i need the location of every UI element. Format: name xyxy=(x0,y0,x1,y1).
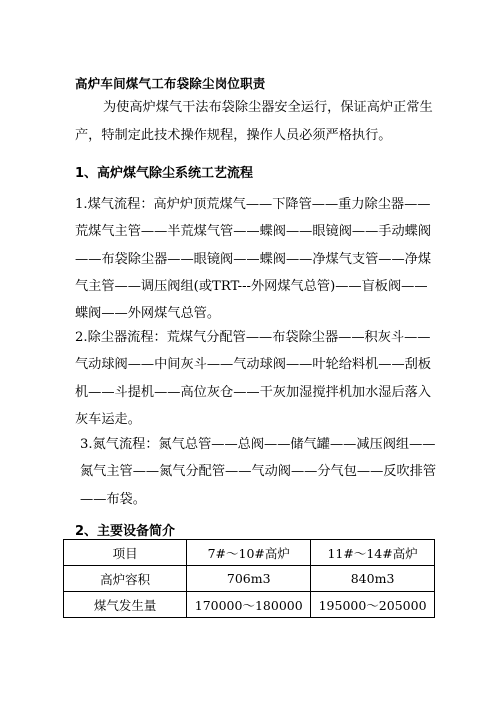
table-cell: 840m3 xyxy=(311,566,435,592)
intro-paragraph: 为使高炉煤气干法布袋除尘器安全运行，保证高炉正常生产，特制定此技术操作规程，操作人员必须严格执行。 xyxy=(75,100,433,143)
equipment-table xyxy=(63,539,435,618)
table-header-cell: 7#～10#高炉 xyxy=(187,540,311,566)
table-header-row xyxy=(64,540,435,566)
document-title: 高炉车间煤气工布袋除尘岗位职责 xyxy=(75,76,266,91)
table-cell: 706m3 xyxy=(187,566,311,592)
flow-item-gas: 1.煤气流程：高炉炉顶荒煤气——下降管——重力除尘器——荒煤气主管——半荒煤气管——蝶阀——眼镜阀——手动蝶阀——布袋除尘器——眼镜阀——蝶阀——净煤气支管——净煤气主管——调压阀组(或TRT---外网煤气总管)——盲板阀——蝶阀——外网煤气总管。 xyxy=(75,197,432,322)
flow-item-dust-collector: 2.除尘器流程：荒煤气分配管——布袋除尘器——积灰斗——气动球阀——中间灰斗——气动球阀——叶轮给料机——刮板机——斗提机——高位灰仓——干灰加湿搅拌机加水湿后落入灰车运走。 xyxy=(75,330,432,427)
table-row xyxy=(64,592,435,618)
table-cell: 170000～180000 xyxy=(187,592,311,618)
table-header-cell: 项目 xyxy=(64,540,187,566)
section-heading-equipment: 2、主要设备简介 xyxy=(75,524,176,539)
table-row xyxy=(64,566,435,592)
section-heading-process-flow: 1、高炉煤气除尘系统工艺流程 xyxy=(75,166,254,181)
table-header-cell: 11#～14#高炉 xyxy=(311,540,435,566)
flow-item-nitrogen: 3.氮气流程：氮气总管——总阀——储气罐——减压阀组——氮气主管——氮气分配管——气动阀——分气包——反吹排管——布袋。 xyxy=(80,437,437,507)
table-cell: 195000～205000 xyxy=(311,592,435,618)
table-cell: 高炉容积 xyxy=(64,566,187,592)
table-cell: 煤气发生量 xyxy=(64,592,187,618)
